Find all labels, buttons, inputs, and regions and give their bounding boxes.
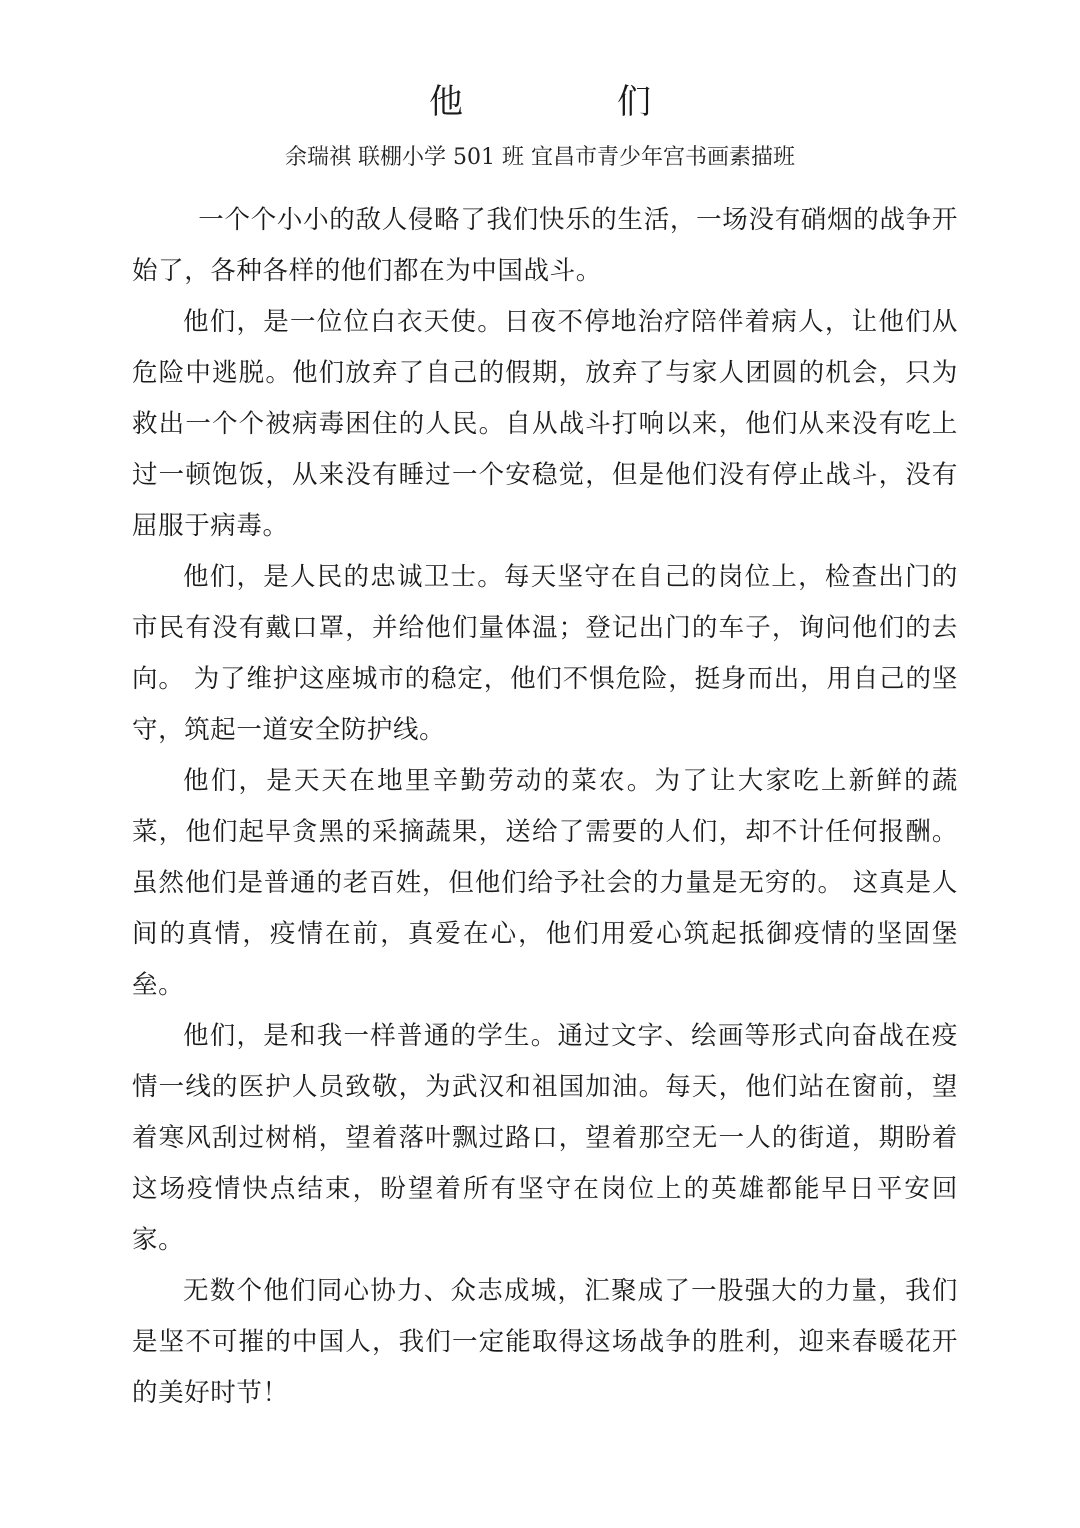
author-byline: 余瑞祺 联棚小学 501 班 宜昌市青少年宫书画素描班 [285, 145, 795, 170]
paragraph-3: 他们，是人民的忠诚卫士。每天坚守在自己的岗位上，检查出门的市民有没有戴口罩，并给他们量体温；登记出门的车子，询问他们的去向。 为了维护这座城市的稳定，他们不惧危险，挺身而出，用自己的坚守，筑起一道安全防护线。 [132, 562, 958, 745]
paragraph-6: 无数个他们同心协力、众志成城，汇聚成了一股强大的力量，我们是坚不可摧的中国人，我们一定能取得这场战争的胜利，迎来春暖花开的美好时节！ [132, 1276, 958, 1408]
paragraph-2: 他们，是一位位白衣天使。日夜不停地治疗陪伴着病人，让他们从危险中逃脱。他们放弃了自己的假期，放弃了与家人团圆的机会，只为救出一个个被病毒困住的人民。自从战斗打响以来，他们从来没有吃上过一顿饱饭，从来没有睡过一个安稳觉，但是他们没有停止战斗，没有屈服于病毒。 [132, 307, 958, 541]
paragraph-4: 他们，是天天在地里辛勤劳动的菜农。为了让大家吃上新鲜的蔬菜，他们起早贪黑的采摘蔬果，送给了需要的人们，却不计任何报酬。虽然他们是普通的老百姓，但他们给予社会的力量是无穷的。 这真是人间的真情，疫情在前，真爱在心，他们用爱心筑起抵御疫情的坚固堡垒。 [132, 766, 958, 1000]
paragraph-5: 他们，是和我一样普通的学生。通过文字、绘画等形式向奋战在疫情一线的医护人员致敬，为武汉和祖国加油。每天，他们站在窗前，望着寒风刮过树梢，望着落叶飘过路口，望着那空无一人的街道，期盼着这场疫情快点结束，盼望着所有坚守在岗位上的英雄都能早日平安回家。 [132, 1021, 958, 1255]
essay-body [132, 195, 958, 1419]
document-title: 他 们 [429, 82, 711, 122]
paragraph-1: 一个个小小的敌人侵略了我们快乐的生活，一场没有硝烟的战争开始了，各种各样的他们都在为中国战斗。 [132, 205, 958, 286]
